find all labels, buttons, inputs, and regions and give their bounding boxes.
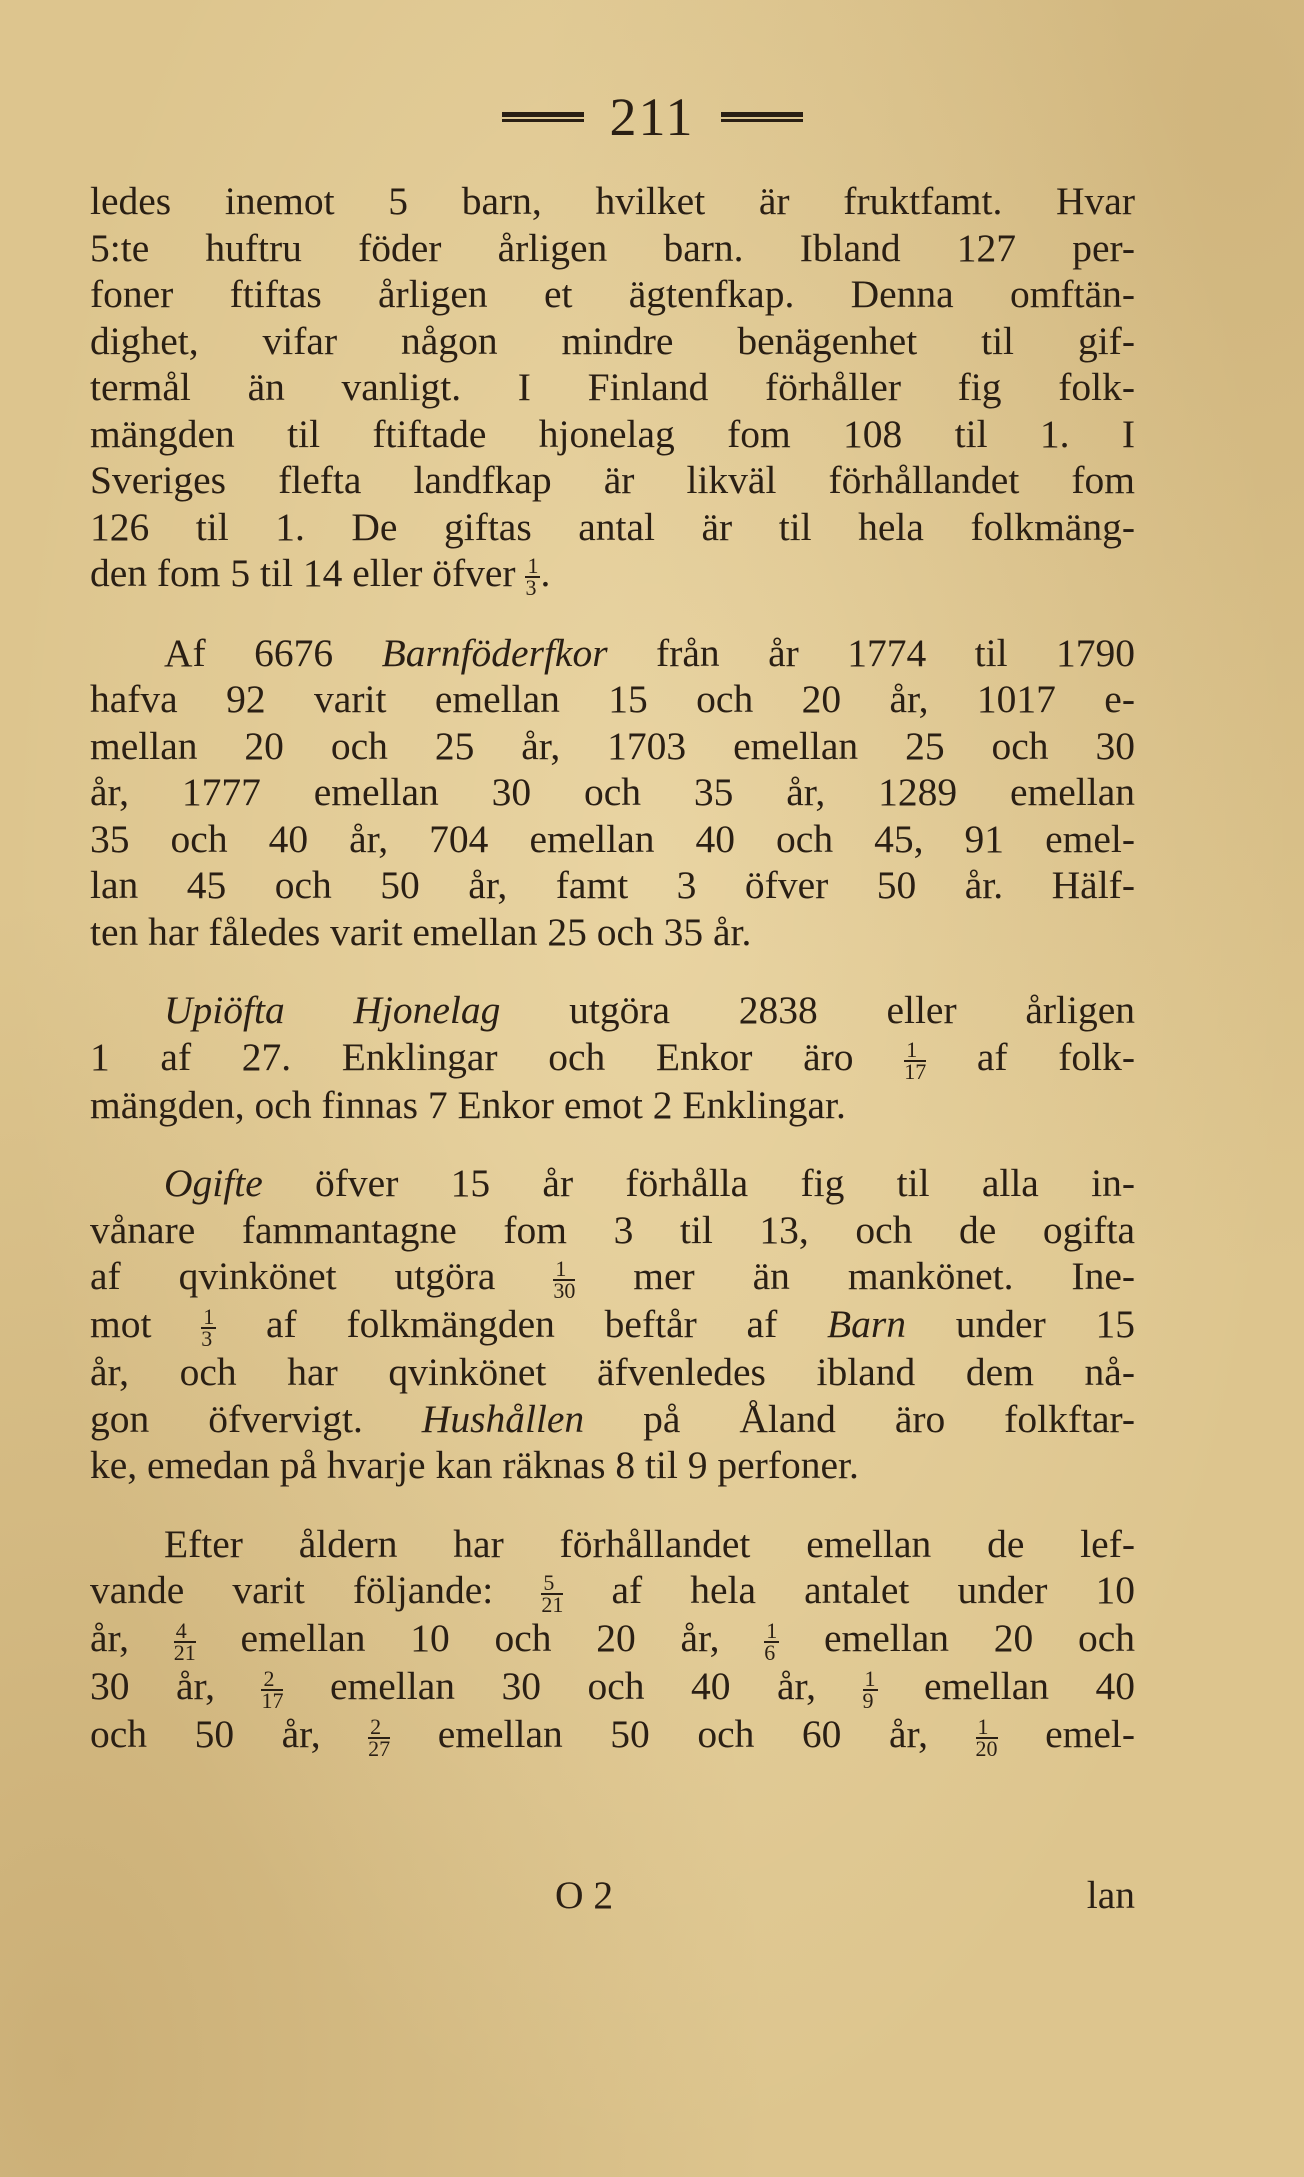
text-line: ten har fåledes varit emellan 25 och 35 år. bbox=[90, 909, 752, 954]
text-fragment: Af 6676 bbox=[164, 630, 382, 675]
text-line bbox=[90, 1663, 1136, 1714]
fraction-numerator: 1 bbox=[527, 552, 539, 578]
text-line: Sveriges flefta landfkap är likväl förhållandet fom bbox=[90, 458, 1135, 502]
text-line bbox=[90, 550, 1135, 598]
text-line bbox=[90, 1396, 1135, 1443]
fraction-denominator: 17 bbox=[261, 1688, 284, 1714]
text-line bbox=[90, 1253, 1136, 1304]
fraction-denominator: 27 bbox=[368, 1736, 391, 1761]
page-header bbox=[0, 82, 1304, 152]
page-number: 211 bbox=[609, 87, 695, 147]
fraction-numerator: 2 bbox=[261, 1669, 283, 1691]
text-fragment: under 15 bbox=[906, 1302, 1136, 1347]
text-line: lan 45 och 50 år, famt 3 öfver 50 år. Hälf- bbox=[90, 863, 1135, 908]
fraction bbox=[525, 552, 540, 600]
text-fragment: emellan 30 och 40 år, bbox=[283, 1664, 863, 1709]
text-line: Efter åldern har förhållandet emellan de lef- bbox=[164, 1521, 1135, 1566]
text-line: år, och har qvinkönet äfvenledes ibland dem nå- bbox=[90, 1350, 1135, 1395]
paragraph-2 bbox=[90, 630, 1135, 956]
text-fragment: 1 af 27. Enklingar och Enkor äro bbox=[90, 1034, 905, 1079]
paragraph-gap bbox=[90, 598, 1135, 630]
fraction-numerator: 1 bbox=[904, 1040, 926, 1062]
italic-term: Hushållen bbox=[421, 1396, 585, 1441]
text-line: 35 och 40 år, 704 emellan 40 och 45, 91 emel- bbox=[90, 816, 1135, 861]
text-fragment: af folk- bbox=[926, 1034, 1136, 1079]
text-line: 5:te huftru föder årligen barn. Ibland 127 per- bbox=[90, 225, 1135, 270]
text-fragment: mot bbox=[90, 1302, 202, 1347]
text-fragment: år, bbox=[90, 1616, 174, 1661]
text-fragment: emellan 10 och 20 år, bbox=[195, 1616, 765, 1661]
fraction bbox=[173, 1618, 196, 1666]
paragraph-1 bbox=[90, 178, 1135, 598]
text-fragment: på Åland äro folkftar- bbox=[584, 1396, 1135, 1441]
text-line bbox=[90, 1711, 1135, 1759]
text-line bbox=[90, 1567, 1135, 1618]
text-fragment: mer än mankönet. Ine- bbox=[575, 1254, 1136, 1299]
fraction-denominator: 21 bbox=[173, 1640, 196, 1666]
body-text bbox=[90, 178, 1135, 1759]
text-fragment: öfver 15 år förhålla fig til alla in- bbox=[262, 1161, 1135, 1206]
text-fragment: och 50 år, bbox=[90, 1712, 369, 1757]
text-line: ke, emedan på hvarje kan räknas 8 til 9 perfoner. bbox=[90, 1443, 859, 1488]
text-line: mellan 20 och 25 år, 1703 emellan 25 och 30 bbox=[90, 723, 1135, 768]
text-fragment: emel- bbox=[997, 1712, 1136, 1757]
fraction bbox=[261, 1666, 284, 1714]
text-fragment: vande varit följande: bbox=[90, 1568, 542, 1613]
text-line: termål än vanligt. I Finland förhåller fig folk- bbox=[90, 365, 1135, 409]
text-fragment: af folkmängden beftår af bbox=[216, 1302, 828, 1347]
fraction bbox=[201, 1304, 216, 1352]
fraction-denominator: 6 bbox=[764, 1640, 776, 1666]
fraction-numerator: 5 bbox=[541, 1573, 563, 1595]
fraction bbox=[862, 1666, 878, 1714]
text-line bbox=[90, 630, 1135, 677]
text-fragment: emellan 40 bbox=[877, 1664, 1136, 1709]
paragraph-gap bbox=[90, 955, 1135, 987]
paragraph-gap bbox=[90, 1489, 1135, 1521]
italic-term: Barnföderfkor bbox=[381, 630, 608, 675]
text-fragment: gon öfvervigt. bbox=[90, 1396, 422, 1441]
text-line: vånare fammantagne fom 3 til 13, och de ogifta bbox=[90, 1207, 1135, 1252]
fraction bbox=[368, 1714, 391, 1761]
text-line: mängden, och finnas 7 Enkor emot 2 Enklingar. bbox=[90, 1082, 846, 1127]
italic-term: Barn bbox=[827, 1302, 907, 1347]
fraction-numerator: 1 bbox=[766, 1618, 778, 1644]
fraction-numerator: 1 bbox=[203, 1304, 215, 1330]
fraction bbox=[553, 1256, 576, 1304]
paragraph-4 bbox=[90, 1160, 1135, 1488]
text-fragment: emellan 20 och bbox=[779, 1616, 1135, 1661]
fraction-numerator: 1 bbox=[553, 1259, 575, 1281]
text-fragment: af qvinkönet utgöra bbox=[90, 1254, 554, 1299]
fraction-denominator: 3 bbox=[525, 574, 537, 600]
text-line: dighet, vifar någon mindre benägenhet til gif- bbox=[90, 318, 1135, 363]
fraction-numerator: 1 bbox=[864, 1666, 876, 1692]
text-line bbox=[90, 1034, 1135, 1082]
text-line: ledes inemot 5 barn, hvilket är fruktfamt. Hvar bbox=[90, 179, 1135, 223]
italic-term: Upiöfta Hjonelag bbox=[164, 988, 501, 1033]
fraction bbox=[975, 1714, 998, 1761]
paragraph-3 bbox=[90, 987, 1135, 1128]
fraction bbox=[904, 1036, 927, 1084]
text-line: mängden til ftiftade hjonelag fom 108 til 1. I bbox=[90, 411, 1135, 456]
text-line: foner ftiftas årligen et ägtenfkap. Denna omftän- bbox=[90, 272, 1135, 316]
header-rule-right bbox=[721, 112, 803, 122]
header-rule-left bbox=[502, 112, 584, 122]
fraction-denominator: 9 bbox=[862, 1688, 874, 1714]
text-fragment: utgöra 2838 eller årligen bbox=[500, 988, 1135, 1033]
italic-term: Ogifte bbox=[164, 1161, 263, 1206]
text-line: år, 1777 emellan 30 och 35 år, 1289 emellan bbox=[90, 770, 1135, 815]
fraction-denominator: 3 bbox=[201, 1326, 213, 1352]
fraction-denominator: 21 bbox=[541, 1592, 564, 1618]
fraction bbox=[541, 1570, 564, 1618]
fraction-denominator: 17 bbox=[904, 1058, 927, 1084]
text-fragment: från år 1774 til 1790 bbox=[607, 630, 1136, 675]
text-line: hafva 92 varit emellan 15 och 20 år, 1017 e- bbox=[90, 677, 1135, 722]
page-footer bbox=[90, 1872, 1135, 1922]
fraction bbox=[764, 1618, 779, 1666]
fraction-numerator: 4 bbox=[174, 1621, 196, 1643]
paragraph-gap bbox=[90, 1128, 1135, 1160]
text-fragment: . bbox=[540, 551, 551, 595]
text-line bbox=[90, 1160, 1135, 1207]
text-fragment: den fom 5 til 14 eller öfver bbox=[90, 551, 526, 595]
fraction-denominator: 20 bbox=[975, 1736, 998, 1761]
text-fragment: emellan 50 och 60 år, bbox=[390, 1712, 976, 1757]
text-line bbox=[90, 1301, 1136, 1352]
signature-mark: O 2 bbox=[555, 1873, 614, 1917]
fraction-numerator: 2 bbox=[368, 1717, 390, 1739]
fraction-denominator: 30 bbox=[553, 1278, 576, 1304]
fraction-numerator: 1 bbox=[976, 1717, 998, 1739]
text-fragment: 30 år, bbox=[90, 1664, 262, 1709]
text-fragment: af hela antalet under 10 bbox=[563, 1568, 1135, 1613]
text-line bbox=[90, 1615, 1135, 1666]
text-line bbox=[90, 987, 1135, 1034]
text-line: 126 til 1. De giftas antal är til hela folkmäng- bbox=[90, 504, 1135, 549]
catchword: lan bbox=[1086, 1873, 1135, 1917]
paragraph-5 bbox=[90, 1521, 1135, 1759]
